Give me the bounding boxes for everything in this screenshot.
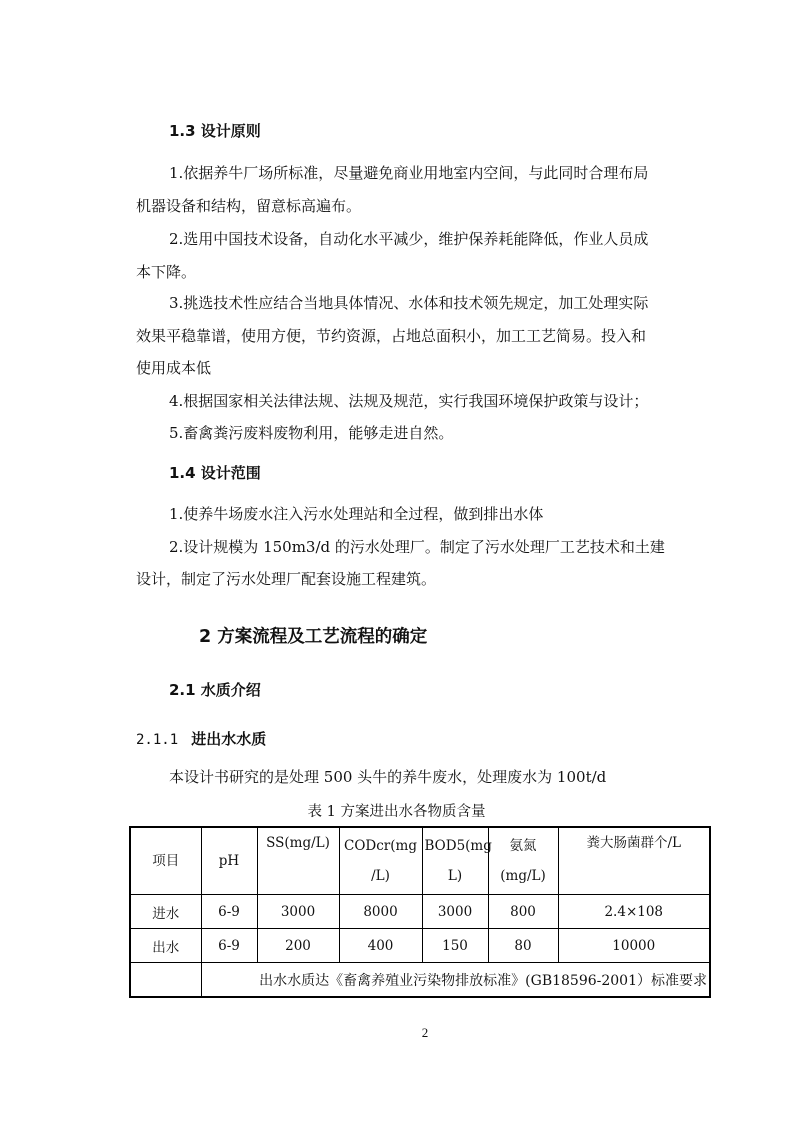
paragraph-1-3-3-line3: 使用成本低 bbox=[136, 359, 212, 377]
section-heading-2-1: 2.1 水质介绍 bbox=[169, 681, 261, 699]
section-heading-1-3: 1.3 设计原则 bbox=[169, 122, 261, 140]
header-cell-item bbox=[130, 827, 201, 895]
cell-effluent-ss: 200 bbox=[257, 929, 339, 963]
paragraph-1-3-2-line1: 2.选用中国技术设备，自动化水平减少，维护保养耗能降低，作业人员成 bbox=[169, 230, 649, 248]
cell-influent-nh3: 800 bbox=[488, 895, 558, 929]
table-header-row bbox=[130, 827, 710, 895]
paragraph-1-3-1-line1: 1.依据养牛厂场所标准，尽量避免商业用地室内空间，与此同时合理布局 bbox=[169, 164, 649, 182]
header-cell-ph bbox=[201, 827, 257, 895]
paragraph-2-1-1-intro: 本设计书研究的是处理 500 头牛的养牛废水，处理废水为 100t/d bbox=[169, 768, 607, 786]
header-cell-cod bbox=[339, 827, 422, 895]
header-ph-label: pH bbox=[218, 853, 240, 869]
cell-influent-ph: 6-9 bbox=[201, 895, 257, 929]
cell-influent-item: 进水 bbox=[130, 895, 201, 929]
header-bod-line1: BOD5(mg bbox=[424, 838, 492, 854]
header-cod-line1: CODcr(mg bbox=[344, 838, 417, 854]
header-nh3-line1: 氨氮 bbox=[509, 838, 537, 854]
header-cell-nh3 bbox=[488, 827, 558, 895]
header-cell-bod bbox=[422, 827, 492, 895]
header-item-label: 项目 bbox=[152, 853, 180, 869]
paragraph-1-4-2-line2: 设计，制定了污水处理厂配套设施工程建筑。 bbox=[136, 570, 437, 588]
cell-effluent-ph: 6-9 bbox=[201, 929, 257, 963]
table-note: 出水水质达《畜禽养殖业污染物排放标准》(GB18596-2001）标准要求 bbox=[201, 963, 710, 998]
page-number: 2 bbox=[421, 1025, 429, 1040]
note-empty-cell bbox=[130, 963, 201, 998]
paragraph-1-3-3-line2: 效果平稳靠谱，使用方便，节约资源，占地总面积小，加工工艺简易。投入和 bbox=[136, 327, 647, 345]
paragraph-1-4-2-line1: 2.设计规模为 150m3/d 的污水处理厂。制定了污水处理厂工艺技术和土建 bbox=[169, 538, 665, 556]
table-row bbox=[130, 895, 710, 929]
subsection-heading-2-1-1 bbox=[136, 728, 266, 749]
section-heading-1-4: 1.4 设计范围 bbox=[169, 464, 261, 482]
header-coliform-label: 粪大肠菌群个/L bbox=[586, 835, 681, 851]
paragraph-1-3-5: 5.畜禽粪污废料废物利用，能够走进自然。 bbox=[169, 424, 454, 442]
paragraph-1-3-1-line2: 机器设备和结构，留意标高遍布。 bbox=[136, 197, 362, 215]
header-nh3-line2: (mg/L) bbox=[500, 868, 546, 884]
chapter-heading-2: 2 方案流程及工艺流程的确定 bbox=[199, 627, 428, 647]
subsection-number: 2.1.1 bbox=[136, 732, 179, 748]
header-bod-line2: L) bbox=[447, 868, 463, 884]
cell-effluent-nh3: 80 bbox=[488, 929, 558, 963]
table-row bbox=[130, 929, 710, 963]
header-ss-label: SS(mg/L) bbox=[266, 835, 330, 851]
header-cod-line2: /L) bbox=[371, 868, 390, 884]
cell-effluent-bod: 150 bbox=[422, 929, 488, 963]
table-caption: 表 1 方案进出水各物质含量 bbox=[307, 804, 486, 820]
cell-influent-cod: 8000 bbox=[339, 895, 422, 929]
paragraph-1-4-1: 1.使养牛场废水注入污水处理站和全过程，做到排出水体 bbox=[169, 505, 544, 523]
table-note-row bbox=[130, 963, 710, 998]
paragraph-1-3-3-line1: 3.挑选技术性应结合当地具体情况、水体和技术领先规定，加工处理实际 bbox=[169, 294, 649, 312]
cell-effluent-coliform: 10000 bbox=[558, 929, 710, 963]
header-cell-ss bbox=[257, 827, 339, 895]
cell-influent-coliform: 2.4×108 bbox=[558, 895, 710, 929]
paragraph-1-3-2-line2: 本下降。 bbox=[136, 263, 197, 281]
paragraph-1-3-4: 4.根据国家相关法律法规、法规及规范，实行我国环境保护政策与设计； bbox=[169, 392, 649, 410]
water-quality-table bbox=[129, 826, 711, 998]
cell-influent-bod: 3000 bbox=[422, 895, 488, 929]
cell-effluent-item: 出水 bbox=[130, 929, 201, 963]
cell-effluent-cod: 400 bbox=[339, 929, 422, 963]
subsection-title: 进出水水质 bbox=[191, 730, 267, 748]
header-cell-coliform bbox=[558, 827, 710, 895]
cell-influent-ss: 3000 bbox=[257, 895, 339, 929]
